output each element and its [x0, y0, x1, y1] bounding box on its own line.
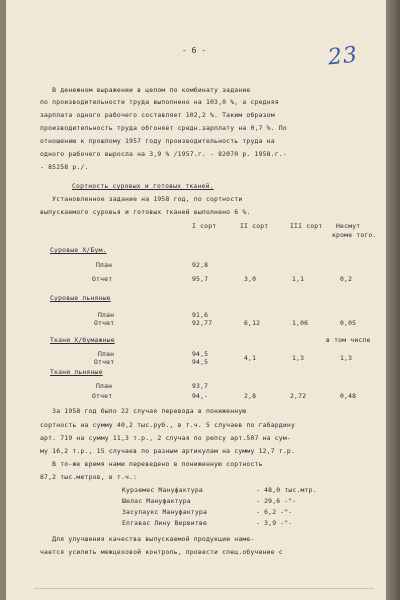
text-line: За 1958 год было 22 случая перевода в пониженную	[40, 407, 247, 415]
text-line: производительность труда обгоняет средн.зарплату на 0,7 %. По	[40, 124, 287, 132]
column-header: I сорт	[192, 222, 217, 230]
group-title: Ткани льняные	[50, 368, 103, 376]
cell: 2,8	[244, 392, 257, 400]
cell: 4,1	[244, 354, 257, 362]
supplier-name: Шелас Мануфактура	[122, 497, 191, 505]
row-label: Отчет	[94, 358, 115, 366]
cell: 1,1	[292, 275, 305, 283]
cell: 3,0	[244, 275, 257, 283]
section-heading: Сортность суровых и готовых тканей.	[72, 182, 214, 190]
cell: 2,72	[290, 392, 307, 400]
supplier-name: Засулаукс Мануфактура	[122, 508, 207, 516]
supplier-amount: - 48,0 тыс.мтр.	[256, 486, 317, 494]
row-label: Отчет	[92, 392, 113, 400]
cell: 92,77	[192, 319, 213, 327]
group-title: Ткани Х/бумажные	[50, 336, 115, 344]
cell: 91,6	[192, 311, 209, 319]
cell: 1,06	[292, 319, 309, 327]
text-line: Установленное задание на 1958 год, по сортности	[40, 195, 243, 203]
group-title: Суровые Х/Бум.	[50, 246, 107, 254]
cell: 94,-	[192, 392, 209, 400]
cell: 1,3	[340, 354, 353, 362]
handwritten-page-number: 23	[326, 42, 360, 71]
supplier-name: Курземес Мануфактура	[122, 486, 203, 494]
text-line: Для улучшения качества выпускаемой продукции наме-	[40, 535, 255, 543]
binding-edge	[386, 0, 400, 600]
text-line: сортность на сумму 40,2 тыс.руб., в т.ч. 5 случаев по габардину	[40, 421, 295, 429]
supplier-name: Елгавас Лину Вервитве	[122, 519, 207, 527]
row-label: План	[96, 382, 113, 390]
cell: 0,05	[340, 319, 357, 327]
text-line: выпускаемого суровья и готовых тканей выполнено 6 %.	[40, 208, 251, 216]
text-line: му 16,2 т.р., 15 случаев по разным артикулам на сумму 12,7 т.р.	[40, 447, 295, 455]
page-fold-line	[34, 588, 374, 589]
text-line: отношению к прошлому 1957 году производительность труда на	[40, 137, 275, 145]
text-line: - 85258 р./.	[40, 163, 89, 171]
supplier-amount: - 29,6 -"-	[256, 497, 297, 505]
text-line: чается усилить межцеховой контроль, провести спец.обучение с	[40, 548, 283, 556]
row-label: Отчет	[94, 319, 115, 327]
text-line: арт. 719 на сумму 11,3 т.р., 2 случая по репсу арт.507 на сум-	[40, 434, 291, 442]
cell: 94,5	[192, 350, 209, 358]
cell: 0,48	[340, 392, 357, 400]
cell: 95,7	[192, 275, 209, 283]
column-header: III сорт	[290, 222, 323, 230]
cell: 1,3	[292, 354, 305, 362]
text-line: 87,2 тыс.метров, в т.ч.:	[40, 473, 138, 481]
text-line: В то-же время нами переведено в пониженную сортность	[40, 460, 263, 468]
cell: 94,5	[192, 358, 209, 366]
row-label: Отчет	[92, 275, 113, 283]
group-note: в том числе	[326, 336, 371, 344]
text-line: одного рабочего выросла на 3,9 % /1957.г. - 82070 р. 1958.г.-	[40, 150, 287, 158]
column-header: II сорт	[240, 222, 269, 230]
cell: 6,12	[244, 319, 261, 327]
document-page	[6, 0, 386, 600]
supplier-amount: - 6,2 -"-	[256, 508, 293, 516]
column-header: Несмут	[336, 222, 361, 230]
text-line: В денежном выражении в целом по комбинату задание	[40, 86, 251, 94]
column-header-note: кроме того.	[332, 231, 377, 239]
page-number: - 6 -	[182, 46, 207, 55]
cell: 92,8	[192, 261, 209, 269]
cell: 0,2	[340, 275, 353, 283]
cell: 93,7	[192, 382, 209, 390]
group-title: Суровые льняные	[50, 294, 111, 302]
row-label: План	[98, 311, 115, 319]
row-label: План	[98, 350, 115, 358]
row-label: План	[96, 261, 113, 269]
supplier-amount: - 3,9 -"-	[256, 519, 293, 527]
text-line: зарплата одного рабочего составляет 102,2 %. Таким образом	[40, 111, 275, 119]
text-line: по производительности труда выполнено на 103,0 %, а средняя	[40, 98, 279, 106]
